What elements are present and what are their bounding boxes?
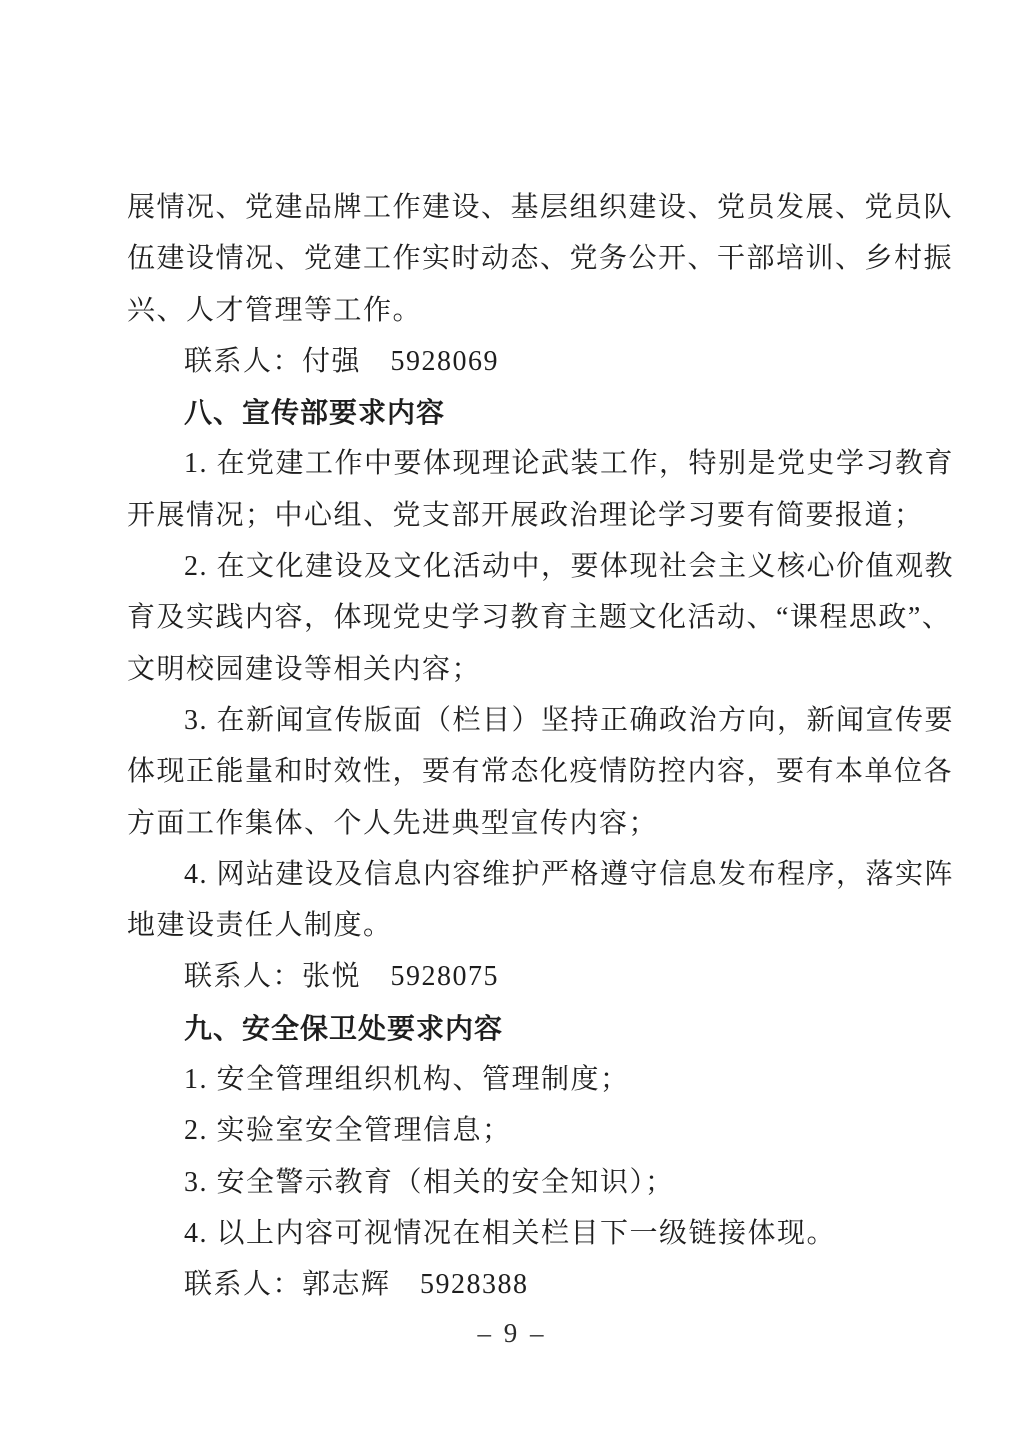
text-line: 联系人：付强 5928069 xyxy=(184,345,500,377)
text-line: 体现正能量和时效性，要有常态化疫情防控内容，要有本单位各 xyxy=(127,756,954,788)
page-number: – 9 – xyxy=(477,1318,547,1348)
text-line: 兴、人才管理等工作。 xyxy=(127,294,423,326)
text-line: 1. 安全管理组织机构、管理制度； xyxy=(184,1064,630,1096)
text-line: 展情况、党建品牌工作建设、基层组织建设、党员发展、党员队 xyxy=(127,192,954,223)
text-line: 伍建设情况、党建工作实时动态、党务公开、干部培训、乡村振 xyxy=(127,243,954,275)
document-content xyxy=(127,182,955,1311)
text-line: 地建设责任人制度。 xyxy=(127,910,393,942)
text-line: 3. 安全警示教育（相关的安全知识）； xyxy=(184,1166,675,1198)
text-line: 3. 在新闻宣传版面（栏目）坚持正确政治方向，新闻宣传要 xyxy=(184,704,955,736)
text-line: 开展情况；中心组、党支部开展政治理论学习要有简要报道； xyxy=(127,499,924,531)
text-line: 2. 在文化建设及文化活动中，要体现社会主义核心价值观教 xyxy=(184,551,955,583)
text-line: 育及实践内容，体现党史学习教育主题文化活动、“课程思政”、 xyxy=(127,602,952,634)
text-line: 方面工作集体、个人先进典型宣传内容； xyxy=(127,807,659,839)
section-heading: 九、安全保卫处要求内容 xyxy=(184,1012,504,1044)
text-line: 4. 以上内容可视情况在相关栏目下一级链接体现。 xyxy=(184,1217,837,1249)
text-line: 1. 在党建工作中要体现理论武装工作，特别是党史学习教育 xyxy=(184,448,955,480)
text-line: 联系人：张悦 5928075 xyxy=(184,961,500,993)
text-line: 2. 实验室安全管理信息； xyxy=(184,1115,512,1147)
section-heading: 八、宣传部要求内容 xyxy=(184,397,446,429)
text-line: 4. 网站建设及信息内容维护严格遵守信息发布程序，落实阵 xyxy=(184,858,955,890)
text-line: 联系人：郭志辉 5928388 xyxy=(184,1269,529,1301)
text-line: 文明校园建设等相关内容； xyxy=(127,653,482,685)
